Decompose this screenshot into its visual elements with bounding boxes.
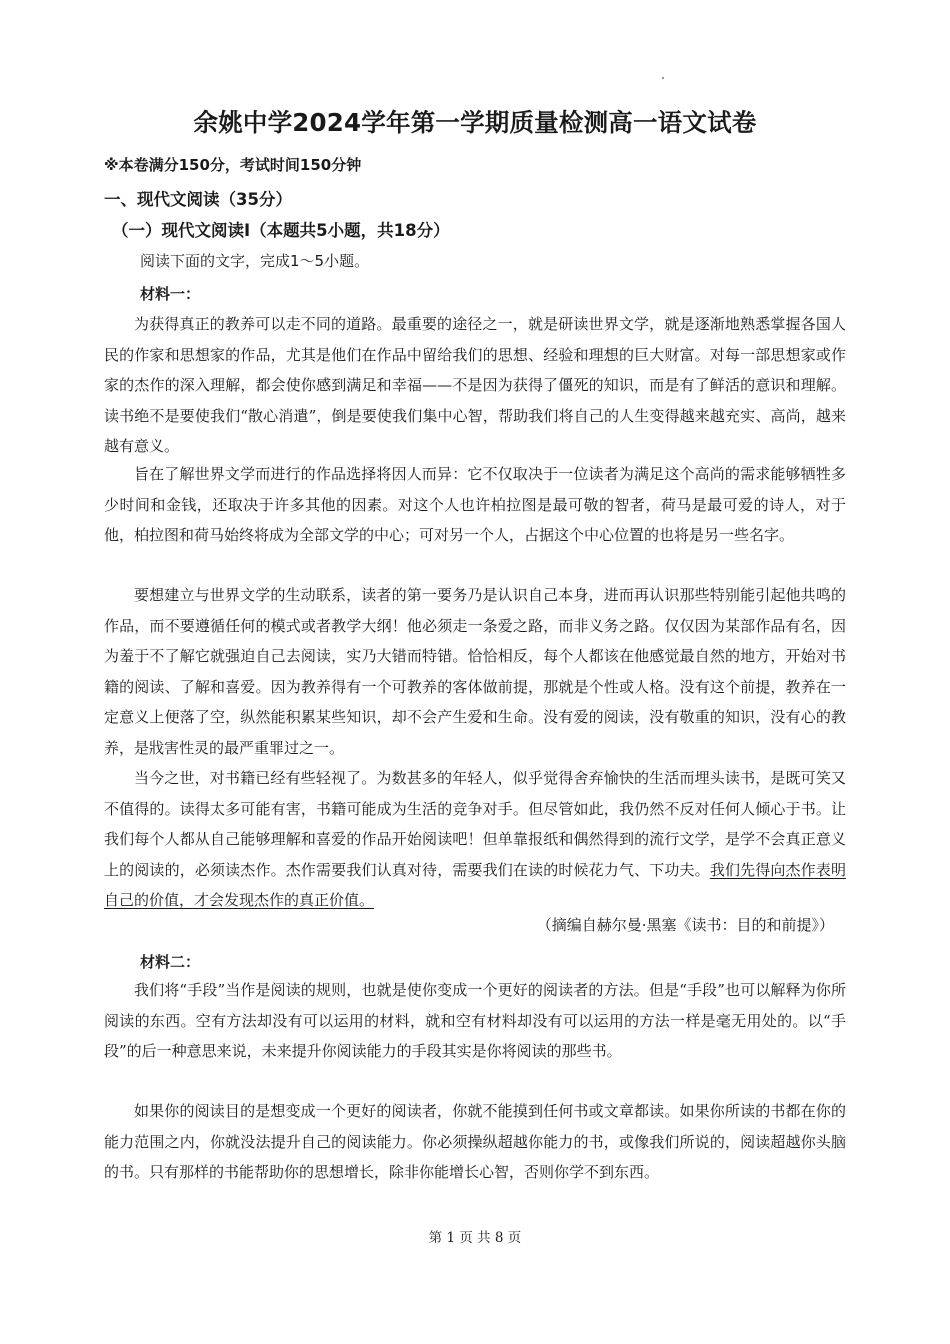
material-one-paragraph: 旨在了解世界文学而进行的作品选择将因人而异：它不仅取决于一位读者为满足这个高尚的需求能够牺牲多少时间和金钱，还取决于许多其他的因素。对这个人也许柏拉图是最可敬的智者，荷马是最可爱的诗人，对于他，柏拉图和荷马始终将成为全部文学的中心；可对另一个人，占据这个中心位置的也将是另一些名字。 — [104, 465, 846, 545]
exam-title: 余姚中学2024学年第一学期质量检测高一语文试卷 — [193, 108, 757, 137]
paragraph-text: 当今之世，对书籍已经有些轻视了。为数甚多的年轻人，似乎觉得舍弃愉快的生活而埋头读书，是既可笑又不值得的。读得太多可能有害，书籍可能成为生活的竞争对手。但尽管如此，我仍然不反对任何人倾心于书。让我们每个人都从自己能够理解和喜爱的作品开始阅读吧！但单靠报纸和偶然得到的流行文学，是学不会真正意义上的阅读的，必须读杰作。杰作需要我们认真对待，需要我们在读的时候花力气、下功夫。 — [104, 769, 846, 879]
material-two-label: 材料二： — [140, 953, 201, 971]
material-one-paragraph: 要想建立与世界文学的生动联系，读者的第一要务乃是认识自己本身，进而再认识那些特别能引起他共鸣的作品，而不要遵循任何的模式或者教学大纲！他必须走一条爱之路，而非义务之路。仅仅因为某部作品有名，因为羞于不了解它就强迫自己去阅读，实乃大错而特错。恰恰相反，每个人都该在他感觉最自然的地方，开始对书籍的阅读、了解和喜爱。因为教养得有一个可教养的客体做前提，那就是个性或人格。没有这个前提，教养在一定意义上便落了空，纵然能积累某些知识，却不会产生爱和生命。没有爱的阅读，没有敬重的知识，没有心的教养，是戕害性灵的最严重罪过之一。 — [104, 586, 846, 757]
reading-instruction: 阅读下面的文字，完成1～5小题。 — [140, 252, 370, 270]
exam-note: ※本卷满分150分，考试时间150分钟 — [104, 156, 362, 174]
page-footer: 第 1 页 共 8 页 — [428, 1230, 522, 1246]
material-one-paragraph — [104, 763, 846, 916]
material-one-source: （摘编自赫尔曼·黑塞《读书：目的和前提》） — [536, 916, 834, 934]
material-two-paragraph: 我们将“手段”当作是阅读的规则，也就是使你变成一个更好的阅读者的方法。但是“手段”也可以解释为你所阅读的东西。空有方法却没有可以运用的材料，就和空有材料却没有可以运用的方法一样是毫无用处的。以“手段”的后一种意思来说，未来提升你阅读能力的手段其实是你将阅读的那些书。 — [104, 981, 846, 1061]
scan-speck — [662, 77, 664, 79]
material-one-label: 材料一： — [140, 285, 201, 303]
material-two-paragraph: 如果你的阅读目的是想变成一个更好的阅读者，你就不能摸到任何书或文章都读。如果你所读的书都在你的能力范围之内，你就没法提升自己的阅读能力。你必须操纵超越你能力的书，或像我们所说的，阅读超越你头脑的书。只有那样的书能帮助你的思想增长，除非你能增长心智，否则你学不到东西。 — [104, 1102, 846, 1182]
material-one-paragraph: 为获得真正的教养可以走不同的道路。最重要的途径之一，就是研读世界文学，就是逐渐地熟悉掌握各国人民的作家和思想家的作品，尤其是他们在作品中留给我们的思想、经验和理想的巨大财富。对每一部思想家或作家的杰作的深入理解，都会使你感到满足和幸福——不是因为获得了僵死的知识，而是有了鲜活的意识和理解。读书绝不是要使我们“散心消遣”，倒是要使我们集中心智，帮助我们将自己的人生变得越来越充实、高尚，越来越有意义。 — [104, 315, 846, 456]
underlined-sentence: 我们先得向杰作表明自己的价值，才会发现杰作的真正价值。 — [104, 860, 846, 910]
section-heading: 一、现代文阅读（35分） — [104, 190, 292, 209]
subsection-heading: （一）现代文阅读Ⅰ（本题共5小题，共18分） — [112, 221, 450, 240]
